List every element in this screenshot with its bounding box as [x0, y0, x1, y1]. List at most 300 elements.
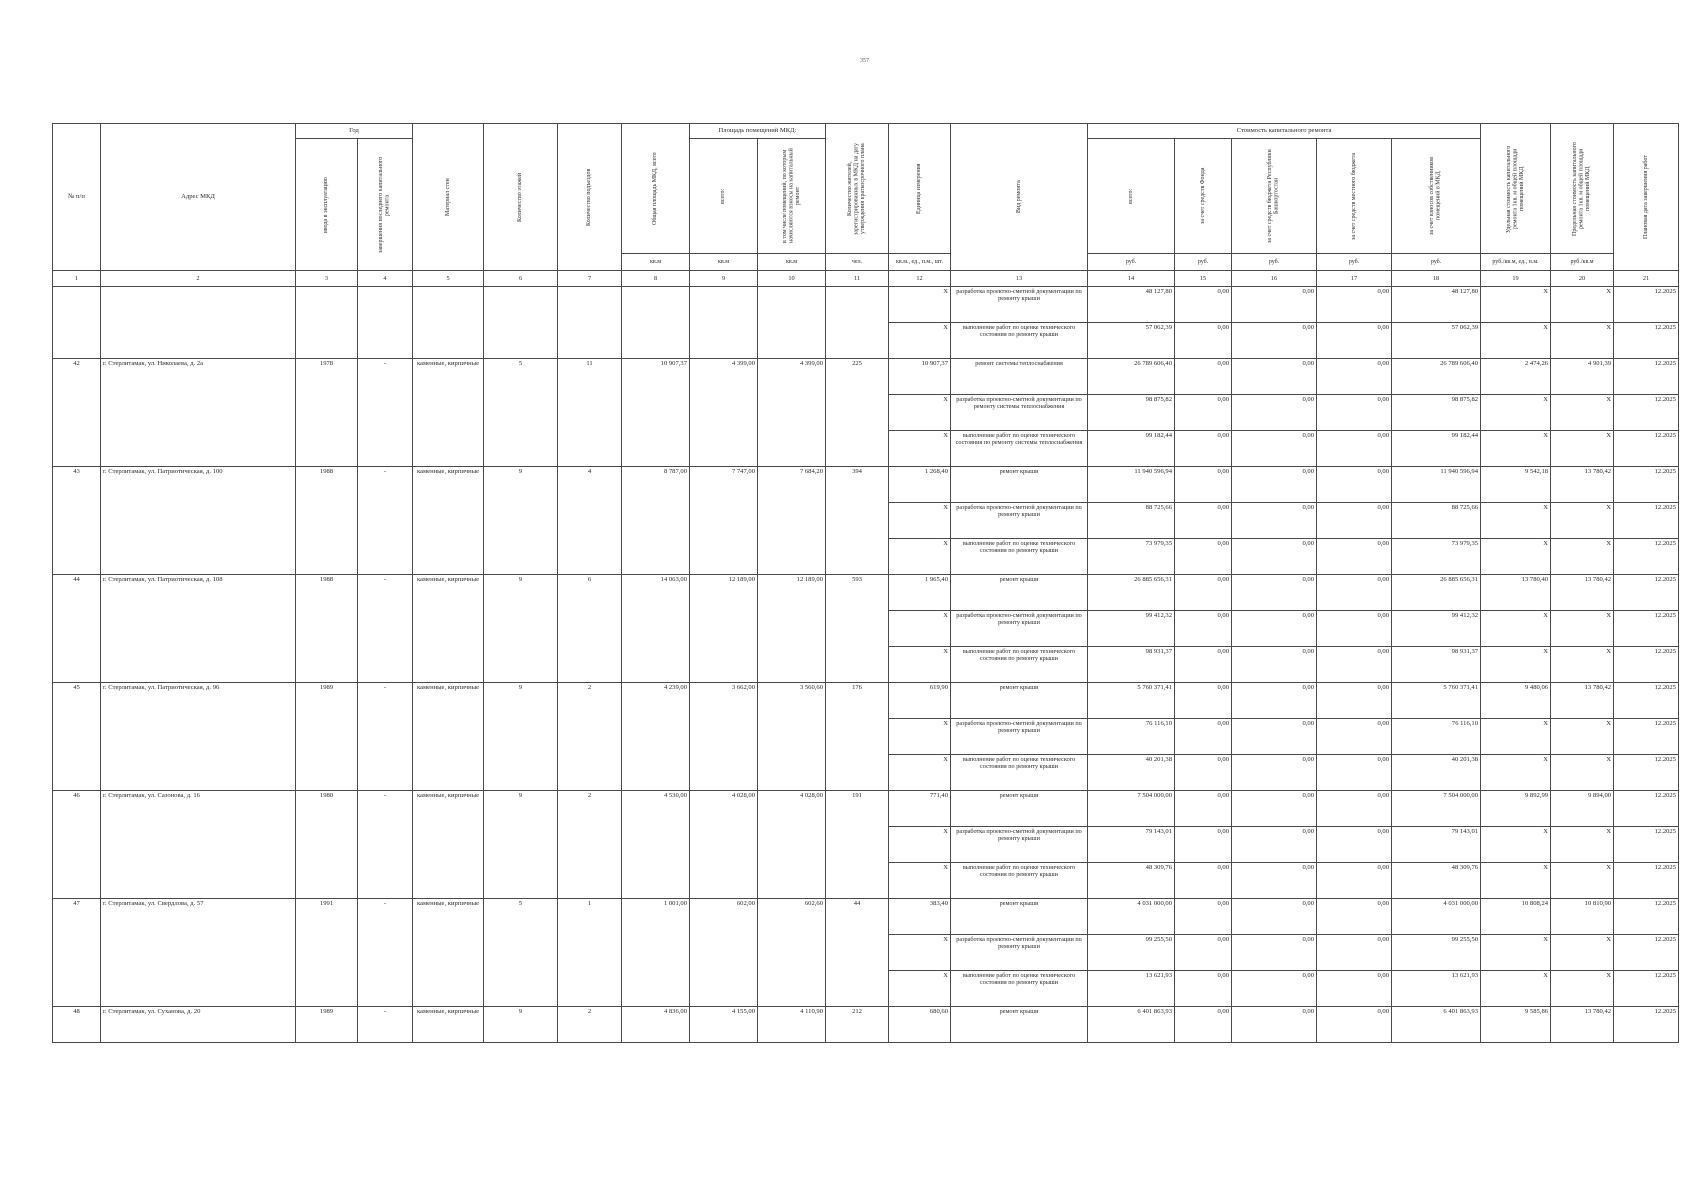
work-type: разработка проектно-сметной документации по ремонту крыши: [951, 287, 1088, 323]
work-unit: 10 907,37: [889, 359, 951, 395]
cost-specific: X: [1481, 755, 1551, 791]
cost-rb: 0,00: [1232, 395, 1317, 431]
column-number: 19: [1481, 271, 1551, 287]
work-unit: X: [889, 719, 951, 755]
cost-total: 11 940 596,94: [1088, 467, 1175, 503]
plan-date: 12.2025: [1614, 863, 1679, 899]
cost-local: 0,00: [1317, 323, 1392, 359]
continued-cell: [622, 287, 690, 359]
plan-date: 12.2025: [1614, 323, 1679, 359]
cost-owners: 48 127,80: [1392, 287, 1481, 323]
cost-total: 88 725,66: [1088, 503, 1175, 539]
cost-local: 0,00: [1317, 611, 1392, 647]
continued-cell: [690, 287, 758, 359]
column-number: 12: [889, 271, 951, 287]
cost-rb: 0,00: [1232, 503, 1317, 539]
wall-material: каменные, кирпичные: [413, 467, 484, 575]
cost-limit: X: [1551, 719, 1614, 755]
cost-fund: 0,00: [1175, 719, 1232, 755]
wall-material: каменные, кирпичные: [413, 575, 484, 683]
column-number: 1: [53, 271, 101, 287]
work-type: выполнение работ по оценке технического состояния по ремонту крыши: [951, 539, 1088, 575]
cost-total: 79 143,01: [1088, 827, 1175, 863]
cost-rb: 0,00: [1232, 863, 1317, 899]
work-unit: X: [889, 431, 951, 467]
work-unit: X: [889, 611, 951, 647]
cost-owners: 57 062,39: [1392, 323, 1481, 359]
cost-specific: 2 474,26: [1481, 359, 1551, 395]
continued-cell: [53, 287, 101, 359]
cost-total: 48 127,80: [1088, 287, 1175, 323]
cost-limit: X: [1551, 863, 1614, 899]
table-row: [53, 1007, 1679, 1043]
year-commissioned: 1989: [296, 683, 358, 791]
hdr-year-in: ввода в эксплуатацию: [296, 139, 358, 271]
entrances-count: 2: [558, 1007, 622, 1043]
cost-total: 98 875,82: [1088, 395, 1175, 431]
row-number: 44: [53, 575, 101, 683]
cost-specific: X: [1481, 503, 1551, 539]
column-number: 4: [358, 271, 413, 287]
area-premises: 7 747,00: [690, 467, 758, 575]
cost-specific: 9 585,86: [1481, 1007, 1551, 1043]
cost-rb: 0,00: [1232, 467, 1317, 503]
cost-rb: 0,00: [1232, 611, 1317, 647]
work-unit: 619,90: [889, 683, 951, 719]
work-type: ремонт крыши: [951, 575, 1088, 611]
cost-fund: 0,00: [1175, 467, 1232, 503]
cost-rb: 0,00: [1232, 287, 1317, 323]
cost-specific: X: [1481, 719, 1551, 755]
cost-local: 0,00: [1317, 719, 1392, 755]
area-fee-premises: 602,60: [758, 899, 826, 1007]
cost-total: 76 116,10: [1088, 719, 1175, 755]
cost-fund: 0,00: [1175, 611, 1232, 647]
hdr-entrances: Количество подъездов: [558, 124, 622, 271]
cost-fund: 0,00: [1175, 899, 1232, 935]
cost-limit: X: [1551, 971, 1614, 1007]
row-number: 47: [53, 899, 101, 1007]
residents-count: 44: [826, 899, 889, 1007]
cost-owners: 11 940 596,94: [1392, 467, 1481, 503]
hdr-residents: Количество жителей, зарегистрированных в МКД на дату утверждения краткосрочного плана: [826, 124, 889, 254]
area-premises: 602,00: [690, 899, 758, 1007]
row-number: 46: [53, 791, 101, 899]
plan-date: 12.2025: [1614, 647, 1679, 683]
area-premises: 4 399,00: [690, 359, 758, 467]
work-type: разработка проектно-сметной документации по ремонту крыши: [951, 827, 1088, 863]
residents-count: 593: [826, 575, 889, 683]
hdr-num: № п/п: [53, 124, 101, 271]
column-number: 9: [690, 271, 758, 287]
plan-date: 12.2025: [1614, 611, 1679, 647]
repair-plan-table: [52, 123, 1679, 1043]
cost-rb: 0,00: [1232, 431, 1317, 467]
area-total: 1 001,00: [622, 899, 690, 1007]
cost-limit: X: [1551, 647, 1614, 683]
cost-rb: 0,00: [1232, 575, 1317, 611]
cost-fund: 0,00: [1175, 971, 1232, 1007]
unit-19: руб./кв.м, ед., п.м.: [1481, 254, 1551, 271]
hdr-specific-cost: Удельная стоимость капитального ремонта 1кв. м общей площади помещений МКД: [1481, 124, 1551, 254]
work-type: выполнение работ по оценке технического состояния по ремонту системы теплоснабжения: [951, 431, 1088, 467]
cost-owners: 99 255,50: [1392, 935, 1481, 971]
year-commissioned: 1989: [296, 1007, 358, 1043]
cost-specific: X: [1481, 287, 1551, 323]
hdr-year-group: Год: [296, 124, 413, 139]
continued-cell: [558, 287, 622, 359]
year-commissioned: 1978: [296, 359, 358, 467]
cost-fund: 0,00: [1175, 863, 1232, 899]
column-number: 10: [758, 271, 826, 287]
floors-count: 5: [484, 899, 558, 1007]
column-number: 7: [558, 271, 622, 287]
unit-15: руб.: [1175, 254, 1232, 271]
cost-total: 7 504 000,00: [1088, 791, 1175, 827]
work-type: ремонт крыши: [951, 683, 1088, 719]
cost-local: 0,00: [1317, 755, 1392, 791]
plan-date: 12.2025: [1614, 971, 1679, 1007]
work-unit: X: [889, 539, 951, 575]
wall-material: каменные, кирпичные: [413, 683, 484, 791]
unit-17: руб.: [1317, 254, 1392, 271]
work-type: ремонт крыши: [951, 899, 1088, 935]
unit-10: кв.м: [758, 254, 826, 271]
entrances-count: 6: [558, 575, 622, 683]
cost-total: 26 789 606,40: [1088, 359, 1175, 395]
wall-material: каменные, кирпичные: [413, 899, 484, 1007]
hdr-unit: Единица измерения: [889, 124, 951, 254]
column-number: 15: [1175, 271, 1232, 287]
cost-fund: 0,00: [1175, 323, 1232, 359]
hdr-floors: Количество этажей: [484, 124, 558, 271]
cost-total: 6 401 863,93: [1088, 1007, 1175, 1043]
table-row: [53, 683, 1679, 719]
wall-material: каменные, кирпичные: [413, 1007, 484, 1043]
plan-date: 12.2025: [1614, 791, 1679, 827]
hdr-plan-date: Плановая дата завершения работ: [1614, 124, 1679, 271]
cost-specific: X: [1481, 935, 1551, 971]
page-number: 357: [860, 58, 869, 64]
hdr-cost-local: за счет средств местного бюджета: [1317, 139, 1392, 254]
column-number: 13: [951, 271, 1088, 287]
cost-rb: 0,00: [1232, 359, 1317, 395]
cost-local: 0,00: [1317, 395, 1392, 431]
table-row: [53, 287, 1679, 323]
area-fee-premises: 4 028,00: [758, 791, 826, 899]
cost-local: 0,00: [1317, 899, 1392, 935]
area-premises: 12 189,00: [690, 575, 758, 683]
cost-owners: 73 979,35: [1392, 539, 1481, 575]
area-fee-premises: 4 399,00: [758, 359, 826, 467]
column-number: 3: [296, 271, 358, 287]
work-unit: X: [889, 503, 951, 539]
year-last-repair: -: [358, 683, 413, 791]
table-row: [53, 467, 1679, 503]
cost-rb: 0,00: [1232, 539, 1317, 575]
cost-local: 0,00: [1317, 539, 1392, 575]
cost-owners: 98 931,37: [1392, 647, 1481, 683]
work-type: разработка проектно-сметной документации по ремонту системы теплоснабжения: [951, 395, 1088, 431]
cost-owners: 4 031 000,00: [1392, 899, 1481, 935]
cost-total: 73 979,35: [1088, 539, 1175, 575]
plan-date: 12.2025: [1614, 467, 1679, 503]
area-premises: 4 028,00: [690, 791, 758, 899]
cost-owners: 99 182,44: [1392, 431, 1481, 467]
work-unit: X: [889, 755, 951, 791]
cost-owners: 7 504 000,00: [1392, 791, 1481, 827]
cost-specific: X: [1481, 431, 1551, 467]
cost-limit: 10 810,90: [1551, 899, 1614, 935]
plan-date: 12.2025: [1614, 755, 1679, 791]
cost-local: 0,00: [1317, 935, 1392, 971]
floors-count: 9: [484, 1007, 558, 1043]
work-unit: 771,40: [889, 791, 951, 827]
plan-date: 12.2025: [1614, 683, 1679, 719]
cost-limit: X: [1551, 503, 1614, 539]
residents-count: 394: [826, 467, 889, 575]
hdr-cost-owners: за счет взносов собственников помещений в МКД: [1392, 139, 1481, 254]
table-body: [53, 287, 1679, 1043]
address: г. Стерлитамак, ул. Патриотическая, д. 100: [101, 467, 296, 575]
cost-limit: X: [1551, 539, 1614, 575]
cost-fund: 0,00: [1175, 647, 1232, 683]
address: г. Стерлитамак, ул. Николаева, д. 2а: [101, 359, 296, 467]
cost-fund: 0,00: [1175, 791, 1232, 827]
entrances-count: 2: [558, 683, 622, 791]
residents-count: 191: [826, 791, 889, 899]
cost-local: 0,00: [1317, 791, 1392, 827]
entrances-count: 1: [558, 899, 622, 1007]
area-fee-premises: 3 560,60: [758, 683, 826, 791]
table-row: [53, 791, 1679, 827]
cost-fund: 0,00: [1175, 755, 1232, 791]
plan-date: 12.2025: [1614, 827, 1679, 863]
hdr-cost-rb: за счет средств бюджета Республики Башкортостан: [1232, 139, 1317, 254]
cost-limit: 9 894,00: [1551, 791, 1614, 827]
cost-total: 98 931,37: [1088, 647, 1175, 683]
entrances-count: 4: [558, 467, 622, 575]
unit-18: руб.: [1392, 254, 1481, 271]
plan-date: 12.2025: [1614, 431, 1679, 467]
cost-owners: 26 789 606,40: [1392, 359, 1481, 395]
year-last-repair: -: [358, 899, 413, 1007]
area-total: 14 063,00: [622, 575, 690, 683]
residents-count: 176: [826, 683, 889, 791]
column-number: 14: [1088, 271, 1175, 287]
address: г. Стерлитамак, ул. Патриотическая, д. 96: [101, 683, 296, 791]
cost-local: 0,00: [1317, 683, 1392, 719]
hdr-area-fee: в том числе помещений, по которым начисляются взносы на капитальный ремонт: [758, 139, 826, 254]
floors-count: 9: [484, 791, 558, 899]
address: г. Стерлитамак, ул. Суханова, д. 20: [101, 1007, 296, 1043]
work-unit: 680,60: [889, 1007, 951, 1043]
continued-cell: [101, 287, 296, 359]
year-commissioned: 1991: [296, 899, 358, 1007]
cost-specific: X: [1481, 323, 1551, 359]
cost-fund: 0,00: [1175, 287, 1232, 323]
year-last-repair: -: [358, 359, 413, 467]
work-unit: 1 268,40: [889, 467, 951, 503]
hdr-limit-cost: Предельная стоимость капитального ремонта 1кв. м общей площади помещений МКД: [1551, 124, 1614, 254]
cost-owners: 99 412,32: [1392, 611, 1481, 647]
work-type: ремонт крыши: [951, 1007, 1088, 1043]
table-row: [53, 359, 1679, 395]
wall-material: каменные, кирпичные: [413, 791, 484, 899]
cost-local: 0,00: [1317, 1007, 1392, 1043]
cost-total: 99 182,44: [1088, 431, 1175, 467]
cost-rb: 0,00: [1232, 647, 1317, 683]
work-type: разработка проектно-сметной документации по ремонту крыши: [951, 503, 1088, 539]
cost-specific: X: [1481, 971, 1551, 1007]
cost-specific: 10 808,24: [1481, 899, 1551, 935]
year-commissioned: 1980: [296, 791, 358, 899]
plan-date: 12.2025: [1614, 719, 1679, 755]
unit-16: руб.: [1232, 254, 1317, 271]
column-number: 6: [484, 271, 558, 287]
row-number: 45: [53, 683, 101, 791]
column-number: 2: [101, 271, 296, 287]
cost-specific: X: [1481, 539, 1551, 575]
cost-owners: 88 725,66: [1392, 503, 1481, 539]
area-total: 8 787,00: [622, 467, 690, 575]
area-premises: 4 155,00: [690, 1007, 758, 1043]
cost-rb: 0,00: [1232, 323, 1317, 359]
continued-cell: [484, 287, 558, 359]
area-fee-premises: 12 189,00: [758, 575, 826, 683]
cost-limit: 13 780,42: [1551, 575, 1614, 611]
cost-specific: 9 892,99: [1481, 791, 1551, 827]
column-number: 5: [413, 271, 484, 287]
cost-local: 0,00: [1317, 863, 1392, 899]
work-unit: X: [889, 287, 951, 323]
cost-limit: X: [1551, 755, 1614, 791]
hdr-area-all: всего:: [690, 139, 758, 254]
work-type: ремонт крыши: [951, 791, 1088, 827]
cost-specific: X: [1481, 395, 1551, 431]
cost-rb: 0,00: [1232, 827, 1317, 863]
unit-12: кв.м., ед., п.м., шт.: [889, 254, 951, 271]
row-number: 48: [53, 1007, 101, 1043]
cost-limit: X: [1551, 287, 1614, 323]
cost-limit: X: [1551, 935, 1614, 971]
cost-total: 99 255,50: [1088, 935, 1175, 971]
cost-rb: 0,00: [1232, 683, 1317, 719]
cost-limit: X: [1551, 827, 1614, 863]
work-unit: X: [889, 971, 951, 1007]
cost-fund: 0,00: [1175, 359, 1232, 395]
hdr-cost-total: всего:: [1088, 139, 1175, 254]
area-fee-premises: 7 684,20: [758, 467, 826, 575]
year-last-repair: -: [358, 791, 413, 899]
cost-local: 0,00: [1317, 467, 1392, 503]
work-unit: X: [889, 647, 951, 683]
cost-owners: 79 143,01: [1392, 827, 1481, 863]
work-type: ремонт крыши: [951, 467, 1088, 503]
cost-limit: X: [1551, 611, 1614, 647]
cost-fund: 0,00: [1175, 827, 1232, 863]
table-header: [53, 124, 1679, 287]
plan-date: 12.2025: [1614, 395, 1679, 431]
cost-owners: 76 116,10: [1392, 719, 1481, 755]
residents-count: 212: [826, 1007, 889, 1043]
column-numbers-row: [53, 271, 1679, 287]
cost-owners: 13 621,93: [1392, 971, 1481, 1007]
cost-specific: 13 780,40: [1481, 575, 1551, 611]
year-last-repair: -: [358, 1007, 413, 1043]
continued-cell: [358, 287, 413, 359]
work-type: выполнение работ по оценке технического состояния по ремонту крыши: [951, 755, 1088, 791]
cost-total: 57 062,39: [1088, 323, 1175, 359]
work-type: разработка проектно-сметной документации по ремонту крыши: [951, 935, 1088, 971]
column-number: 8: [622, 271, 690, 287]
cost-rb: 0,00: [1232, 755, 1317, 791]
cost-total: 4 031 000,00: [1088, 899, 1175, 935]
work-type: ремонт системы теплоснабжения: [951, 359, 1088, 395]
area-total: 4 836,00: [622, 1007, 690, 1043]
address: г. Стерлитамак, ул. Свердлова, д. 57: [101, 899, 296, 1007]
cost-total: 5 760 371,41: [1088, 683, 1175, 719]
plan-date: 12.2025: [1614, 359, 1679, 395]
floors-count: 9: [484, 683, 558, 791]
unit-11: чел.: [826, 254, 889, 271]
cost-fund: 0,00: [1175, 575, 1232, 611]
cost-local: 0,00: [1317, 431, 1392, 467]
cost-total: 13 621,93: [1088, 971, 1175, 1007]
work-type: выполнение работ по оценке технического состояния по ремонту крыши: [951, 971, 1088, 1007]
cost-specific: X: [1481, 863, 1551, 899]
continued-cell: [826, 287, 889, 359]
address: г. Стерлитамак, ул. Сазонова, д. 16: [101, 791, 296, 899]
cost-specific: 9 542,18: [1481, 467, 1551, 503]
cost-rb: 0,00: [1232, 935, 1317, 971]
continued-cell: [413, 287, 484, 359]
row-number: 42: [53, 359, 101, 467]
cost-rb: 0,00: [1232, 791, 1317, 827]
area-total: 10 907,37: [622, 359, 690, 467]
hdr-area-total: Общая площадь МКД, всего: [622, 124, 690, 254]
column-number: 20: [1551, 271, 1614, 287]
cost-specific: 9 480,06: [1481, 683, 1551, 719]
cost-fund: 0,00: [1175, 539, 1232, 575]
cost-fund: 0,00: [1175, 431, 1232, 467]
cost-local: 0,00: [1317, 287, 1392, 323]
floors-count: 9: [484, 575, 558, 683]
cost-fund: 0,00: [1175, 503, 1232, 539]
work-type: разработка проектно-сметной документации по ремонту крыши: [951, 611, 1088, 647]
column-number: 21: [1614, 271, 1679, 287]
work-type: разработка проектно-сметной документации по ремонту крыши: [951, 719, 1088, 755]
cost-owners: 26 885 656,31: [1392, 575, 1481, 611]
work-type: выполнение работ по оценке технического состояния по ремонту крыши: [951, 323, 1088, 359]
plan-date: 12.2025: [1614, 503, 1679, 539]
hdr-cost-fund: за счет средств Фонда: [1175, 139, 1232, 254]
column-number: 17: [1317, 271, 1392, 287]
area-fee-premises: 4 110,90: [758, 1007, 826, 1043]
cost-local: 0,00: [1317, 503, 1392, 539]
plan-date: 12.2025: [1614, 899, 1679, 935]
work-unit: X: [889, 827, 951, 863]
work-unit: 383,40: [889, 899, 951, 935]
work-unit: X: [889, 935, 951, 971]
entrances-count: 2: [558, 791, 622, 899]
cost-total: 48 309,76: [1088, 863, 1175, 899]
cost-specific: X: [1481, 647, 1551, 683]
column-number: 18: [1392, 271, 1481, 287]
plan-date: 12.2025: [1614, 575, 1679, 611]
cost-limit: 13 780,42: [1551, 683, 1614, 719]
work-unit: X: [889, 395, 951, 431]
